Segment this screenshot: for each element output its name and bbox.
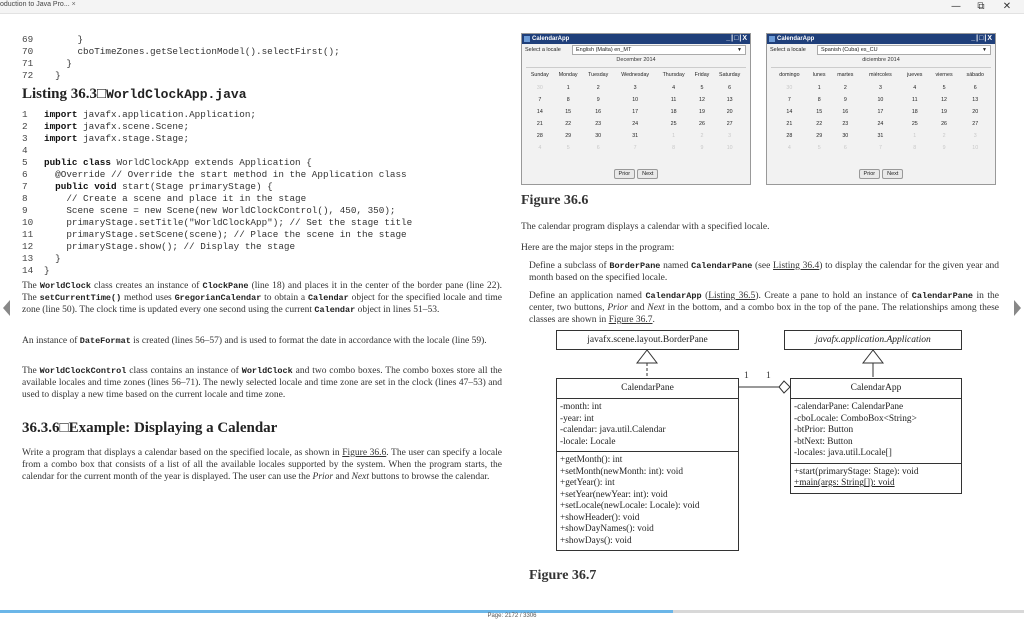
day-name: viernes <box>935 72 953 78</box>
day-cell: 23 <box>842 121 849 127</box>
day-cell: 22 <box>565 121 572 127</box>
day-cell: 28 <box>536 133 543 139</box>
code-line <box>22 169 412 181</box>
code-text: WorldClockApp extends Application { <box>110 157 312 168</box>
locale-combo[interactable] <box>817 45 991 55</box>
day-cell: 18 <box>670 109 677 115</box>
day-names-row <box>771 68 991 82</box>
week-row <box>771 106 991 118</box>
day-cell: 30 <box>842 133 849 139</box>
code-text: primaryStage.show(); // Display the stage <box>44 241 296 252</box>
code-keyword: import <box>44 109 78 120</box>
day-cell: 30 <box>536 85 543 91</box>
day-cell: 29 <box>816 133 823 139</box>
next-button[interactable]: Next <box>637 169 658 179</box>
day-cell: 7 <box>878 145 882 151</box>
day-cell: 10 <box>632 97 639 103</box>
cal-table <box>771 68 991 154</box>
week-row <box>771 142 991 154</box>
uml-member: +showHeader(): void <box>560 512 640 523</box>
line-number: 2 <box>22 121 28 132</box>
day-cell: 2 <box>596 85 600 91</box>
day-cell: 11 <box>912 97 918 103</box>
day-cell: 7 <box>538 97 542 103</box>
day-name: domingo <box>779 72 800 78</box>
code-line <box>22 157 412 169</box>
day-cell: 18 <box>911 109 918 115</box>
day-cell: 7 <box>787 97 791 103</box>
next-button[interactable]: Next <box>882 169 903 179</box>
day-name: Wednesday <box>621 72 650 78</box>
line-number: 71 <box>22 58 34 69</box>
day-cell: 17 <box>632 109 639 115</box>
week-row <box>526 94 746 106</box>
day-cell: 5 <box>566 145 570 151</box>
day-cell: 26 <box>941 121 948 127</box>
week-row <box>771 82 991 94</box>
chevron-down-icon: ▼ <box>737 47 742 53</box>
day-cell: 9 <box>700 145 704 151</box>
steps-intro: Here are the major steps in the program: <box>521 243 675 253</box>
line-number: 14 <box>22 265 34 276</box>
uml-member: -btNext: Button <box>794 436 853 447</box>
uml-composition <box>739 378 791 398</box>
code-line <box>22 241 412 253</box>
paragraph-worldclock: The WorldClock class creates an instance of ClockPane (line 18) and places it in the center of the border pane (line 22). The setCurrentTime() method uses GregorianCalendar to obtain a Calendar object for the specified locale and time zone (line 50). The clock time is updated every one second using the current Calendar object in lines 51–53. <box>22 281 503 315</box>
day-cell: 4 <box>672 85 676 91</box>
uml-multiplicity-1: 1 <box>744 371 749 381</box>
week-row <box>526 82 746 94</box>
day-cell: 3 <box>728 133 732 139</box>
day-cell: 4 <box>538 145 542 151</box>
day-cell: 4 <box>787 145 791 151</box>
uml-calendarapp-fields <box>791 398 961 463</box>
day-cell: 6 <box>843 145 847 151</box>
app-icon <box>769 36 775 42</box>
line-number: 72 <box>22 70 34 81</box>
line-number: 6 <box>22 169 28 180</box>
day-cell: 24 <box>877 121 884 127</box>
app-icon <box>524 36 530 42</box>
day-cell: 14 <box>536 109 543 115</box>
code-text: } <box>44 70 61 81</box>
link-listing-36-4[interactable]: Listing 36.4 <box>773 261 820 271</box>
uml-member: -btPrior: Button <box>794 425 854 435</box>
listing-file: WorldClockApp.java <box>106 87 247 102</box>
code-keyword: public void <box>44 181 117 192</box>
document-tab-label: oduction to Java Pro... <box>0 1 70 8</box>
day-cell: 3 <box>973 133 977 139</box>
page-indicator: Page: 2172 / 3306 <box>487 613 537 619</box>
week-row <box>771 94 991 106</box>
cal-window-buttons: _|□|X <box>726 35 748 42</box>
locale-value: Spanish (Cuba) es_CU <box>821 47 878 53</box>
uml-inherit-arrow-calendarapp <box>863 350 883 363</box>
uml-calendarapp <box>790 378 962 494</box>
day-name: Friday <box>694 72 710 78</box>
chevron-down-icon: ▼ <box>982 47 987 53</box>
day-cell: 5 <box>700 85 704 91</box>
code-text: javafx.scene.Scene; <box>77 121 190 132</box>
next-page-icon[interactable] <box>1014 300 1021 316</box>
figure-36-7-label: Figure 36.7 <box>529 568 597 583</box>
week-row <box>771 118 991 130</box>
code-line <box>22 217 412 229</box>
link-listing-36-5[interactable]: Listing 36.5 <box>708 291 756 301</box>
document-tab[interactable] <box>0 1 76 8</box>
step-2: Define an application named CalendarApp (Listing 36.5). Create a pane to hold an instance of CalendarPane in the center, two buttons, Prior and Next in the bottom, and a combo box in the top of the pane. The relationships among these classes are shown in Figure 36.7. <box>529 291 1000 325</box>
uml-member: +setMonth(newMonth: int): void <box>560 466 683 477</box>
day-cell: 5 <box>942 85 946 91</box>
uml-member: -locales: java.util.Locale[] <box>794 448 892 458</box>
day-cell: 13 <box>726 97 733 103</box>
tab-close-icon[interactable]: × <box>71 1 76 8</box>
week-row <box>526 142 746 154</box>
code-text: cboTimeZones.getSelectionModel().selectFirst(); <box>44 46 340 57</box>
link-figure-36-7[interactable]: Figure 36.7 <box>608 315 653 325</box>
line-number: 3 <box>22 133 28 144</box>
day-cell: 6 <box>728 85 732 91</box>
day-cell: 1 <box>913 133 917 139</box>
code-text: primaryStage.setTitle("WorldClockApp"); // Set the stage title <box>44 217 413 228</box>
code-line <box>22 265 412 277</box>
uml-member: +getYear(): int <box>560 478 615 488</box>
day-cell: 25 <box>911 121 918 127</box>
line-number: 9 <box>22 205 28 216</box>
uml-calendarpane-name: CalendarPane <box>621 383 674 393</box>
day-cell: 9 <box>596 97 600 103</box>
code-keyword: public class <box>44 157 111 168</box>
cal-window-buttons: _|□|X <box>971 35 993 42</box>
uml-member: -calendar: java.util.Calendar <box>560 425 666 435</box>
uml-calendarapp-name: CalendarApp <box>850 383 902 393</box>
day-cell: 8 <box>913 145 917 151</box>
locale-label: Select a locale <box>525 47 561 53</box>
code-text: } <box>44 253 61 264</box>
listing-title <box>22 86 247 103</box>
uml-calendarpane-methods <box>557 451 738 550</box>
code-text: primaryStage.setScene(scene); // Place the scene in the stage <box>44 229 407 240</box>
week-row <box>526 130 746 142</box>
previous-page-icon[interactable] <box>3 300 10 316</box>
cal-grid <box>771 67 991 154</box>
code-line <box>22 205 412 217</box>
uml-calendarapp-methods <box>791 463 961 493</box>
locale-combo[interactable] <box>572 45 746 55</box>
day-cell: 17 <box>877 109 884 115</box>
code-keyword: import <box>44 133 78 144</box>
day-cell: 27 <box>972 121 979 127</box>
week-row <box>771 130 991 142</box>
day-cell: 12 <box>699 97 705 103</box>
line-number: 69 <box>22 34 34 45</box>
uml-inherit-arrow-calendarpane <box>637 350 657 363</box>
day-cell: 28 <box>786 133 793 139</box>
line-number: 11 <box>22 229 34 240</box>
day-name: lunes <box>812 72 826 78</box>
week-row <box>526 106 746 118</box>
line-number: 12 <box>22 241 34 252</box>
day-cell: 26 <box>699 121 705 127</box>
code-line <box>22 229 412 241</box>
uml-member: +setYear(newYear: int): void <box>560 489 668 500</box>
day-cell: 6 <box>596 145 600 151</box>
prior-button[interactable]: Prior <box>614 169 636 179</box>
paragraph-worldclockcontrol: The WorldClockControl class contains an instance of WorldClock and two combo boxes. The combo boxes store all the available locales and time zones (lines 56–71). The newly selected locale and time zone are set in the clock (lines 47–53) and used to display a new time based on the current locale and time zone. <box>22 366 502 400</box>
day-cell: 1 <box>672 133 676 139</box>
day-cell: 7 <box>633 145 637 151</box>
uml-member: +getMonth(): int <box>560 455 623 465</box>
uml-calendarpane-fields <box>557 398 738 451</box>
prior-button[interactable]: Prior <box>859 169 881 179</box>
day-cell: 30 <box>786 85 793 91</box>
code-text: // Create a scene and place it in the stage <box>44 193 307 204</box>
uml-connectors <box>556 349 966 379</box>
day-name: jueves <box>907 72 923 78</box>
day-cell: 31 <box>877 133 884 139</box>
title-bar <box>0 0 1024 14</box>
uml-member: +showDays(): void <box>560 535 632 546</box>
day-cell: 20 <box>972 109 979 115</box>
code-text: } <box>44 265 50 276</box>
day-cell: 6 <box>973 85 977 91</box>
day-name: Sunday <box>530 72 549 78</box>
cal-titlebar <box>522 34 750 44</box>
day-cell: 16 <box>595 109 602 115</box>
code-snippet-top <box>22 34 340 82</box>
day-cell: 16 <box>842 109 849 115</box>
day-cell: 9 <box>843 97 847 103</box>
listing-label: Listing 36.3 <box>22 86 98 102</box>
day-name: Monday <box>558 72 578 78</box>
cal-titlebar <box>767 34 995 44</box>
day-cell: 10 <box>726 145 733 151</box>
listing-box: □ <box>97 86 107 102</box>
uml-member: -month: int <box>560 402 602 412</box>
day-cell: 8 <box>672 145 676 151</box>
day-cell: 4 <box>913 85 917 91</box>
code-text: } <box>44 58 72 69</box>
day-cell: 8 <box>817 97 821 103</box>
uml-multiplicity-2: 1 <box>766 371 771 381</box>
uml-member: -cboLocale: ComboBox<String> <box>794 413 917 424</box>
day-cell: 31 <box>632 133 639 139</box>
day-cell: 20 <box>726 109 733 115</box>
day-cell: 3 <box>878 85 882 91</box>
code-keyword: import <box>44 121 78 132</box>
day-cell: 15 <box>816 109 823 115</box>
day-cell: 30 <box>595 133 602 139</box>
code-text: } <box>44 34 84 45</box>
day-cell: 2 <box>700 133 704 139</box>
code-line <box>22 253 412 265</box>
line-number: 1 <box>22 109 28 120</box>
uml-member: -calendarPane: CalendarPane <box>794 402 904 412</box>
cal-month-header: December 2014 <box>616 57 656 63</box>
code-line <box>22 193 412 205</box>
day-cell: 1 <box>566 85 570 91</box>
day-cell: 5 <box>817 145 821 151</box>
day-cell: 2 <box>942 133 946 139</box>
code-text: start(Stage primaryStage) { <box>116 181 273 192</box>
line-number: 4 <box>22 145 28 156</box>
uml-application: javafx.application.Application <box>784 330 962 350</box>
line-number: 10 <box>22 217 34 228</box>
code-listing <box>22 109 412 277</box>
locale-value: English (Malta) en_MT <box>576 47 632 53</box>
code-line <box>22 70 340 82</box>
uml-member: -year: int <box>560 413 594 424</box>
day-cell: 15 <box>565 109 572 115</box>
uml-composition-diamond <box>779 381 790 393</box>
section-title: 36.3.6□Example: Displaying a Calendar <box>22 420 278 436</box>
cal-table <box>526 68 746 154</box>
cal-title: CalendarApp <box>777 36 815 42</box>
day-cell: 12 <box>941 97 948 103</box>
locale-label: Select a locale <box>770 47 806 53</box>
uml-calendarpane <box>556 378 739 551</box>
code-line <box>22 121 412 133</box>
figure-36-6-label: Figure 36.6 <box>521 193 589 208</box>
cal-month-header: diciembre 2014 <box>862 57 900 63</box>
locale-row <box>522 44 750 56</box>
day-cell: 1 <box>817 85 821 91</box>
paragraph-dateformat: An instance of DateFormat is created (lines 56–57) and is used to format the date in accordance with the locale (line 59). <box>22 336 487 346</box>
uml-borderpane: javafx.scene.layout.BorderPane <box>556 330 739 350</box>
day-cell: 25 <box>670 121 677 127</box>
day-name: Tuesday <box>588 72 609 78</box>
cal-title: CalendarApp <box>532 36 570 42</box>
code-line <box>22 46 340 58</box>
line-number: 70 <box>22 46 34 57</box>
line-number: 8 <box>22 193 28 204</box>
day-cell: 8 <box>566 97 570 103</box>
locale-row <box>767 44 995 56</box>
step-1: Define a subclass of BorderPane named CalendarPane (see Listing 36.4) to display the calendar for the given year and month based on the specified locale. <box>529 261 1000 283</box>
day-cell: 11 <box>670 97 677 103</box>
week-row <box>526 118 746 130</box>
day-cell: 23 <box>595 121 602 127</box>
day-name: miércoles <box>869 72 892 78</box>
cal-buttons <box>522 162 750 180</box>
day-name: sábado <box>966 72 984 78</box>
uml-member: +setLocale(newLocale: Locale): void <box>560 501 700 511</box>
code-line <box>22 145 412 157</box>
close-button[interactable]: ✕ <box>1002 1 1012 12</box>
cal-buttons <box>767 162 995 180</box>
day-names-row <box>526 68 746 82</box>
day-cell: 10 <box>877 97 884 103</box>
code-line <box>22 58 340 70</box>
cal-grid <box>526 67 746 154</box>
uml-member: +showDayNames(): void <box>560 524 654 534</box>
code-text: @Override // Override the start method in the Application class <box>44 169 407 180</box>
code-line <box>22 109 412 121</box>
code-line <box>22 181 412 193</box>
restore-button[interactable]: ⧉ <box>977 1 985 12</box>
day-cell: 21 <box>536 121 543 127</box>
code-line <box>22 133 412 145</box>
uml-member: +start(primaryStage: Stage): void <box>794 466 919 477</box>
code-text: Scene scene = new Scene(new WorldClockControl(), 450, 350); <box>44 205 396 216</box>
day-cell: 14 <box>786 109 793 115</box>
day-cell: 21 <box>786 121 793 127</box>
day-name: Saturday <box>719 72 741 78</box>
day-name: martes <box>837 72 854 78</box>
day-cell: 29 <box>565 133 572 139</box>
code-text: javafx.stage.Stage; <box>77 133 190 144</box>
day-cell: 19 <box>941 109 948 115</box>
calendar-app-screenshot-spanish <box>766 33 996 185</box>
code-line <box>22 34 340 46</box>
day-cell: 9 <box>942 145 946 151</box>
line-number: 13 <box>22 253 34 264</box>
day-cell: 19 <box>699 109 705 115</box>
uml-member: -locale: Locale <box>560 436 616 447</box>
day-cell: 10 <box>972 145 979 151</box>
code-text: javafx.application.Application; <box>77 109 257 120</box>
line-number: 5 <box>22 157 28 168</box>
day-name: Thursday <box>662 72 685 78</box>
uml-member: +main(args: String[]): void <box>794 478 895 488</box>
minimize-button[interactable]: — <box>951 1 961 12</box>
day-cell: 22 <box>816 121 823 127</box>
figure-36-6-caption: The calendar program displays a calendar with a specified locale. <box>521 222 770 232</box>
link-figure-36-6[interactable]: Figure 36.6 <box>342 448 387 458</box>
day-cell: 2 <box>843 85 847 91</box>
day-cell: 3 <box>633 85 637 91</box>
day-cell: 27 <box>726 121 733 127</box>
line-number: 7 <box>22 181 28 192</box>
paragraph-calendar-example: Write a program that displays a calendar based on the specified locale, as shown in Figure 36.6. The user can specify a locale from a combo box that consists of a list of all the available locales supported by the system. When the program starts, the calendar for the current month of the year is displayed. The user can use the Prior and Next buttons to browse the calendar. <box>22 448 503 482</box>
day-cell: 24 <box>632 121 639 127</box>
calendar-app-screenshot-english <box>521 33 751 185</box>
day-cell: 13 <box>972 97 979 103</box>
